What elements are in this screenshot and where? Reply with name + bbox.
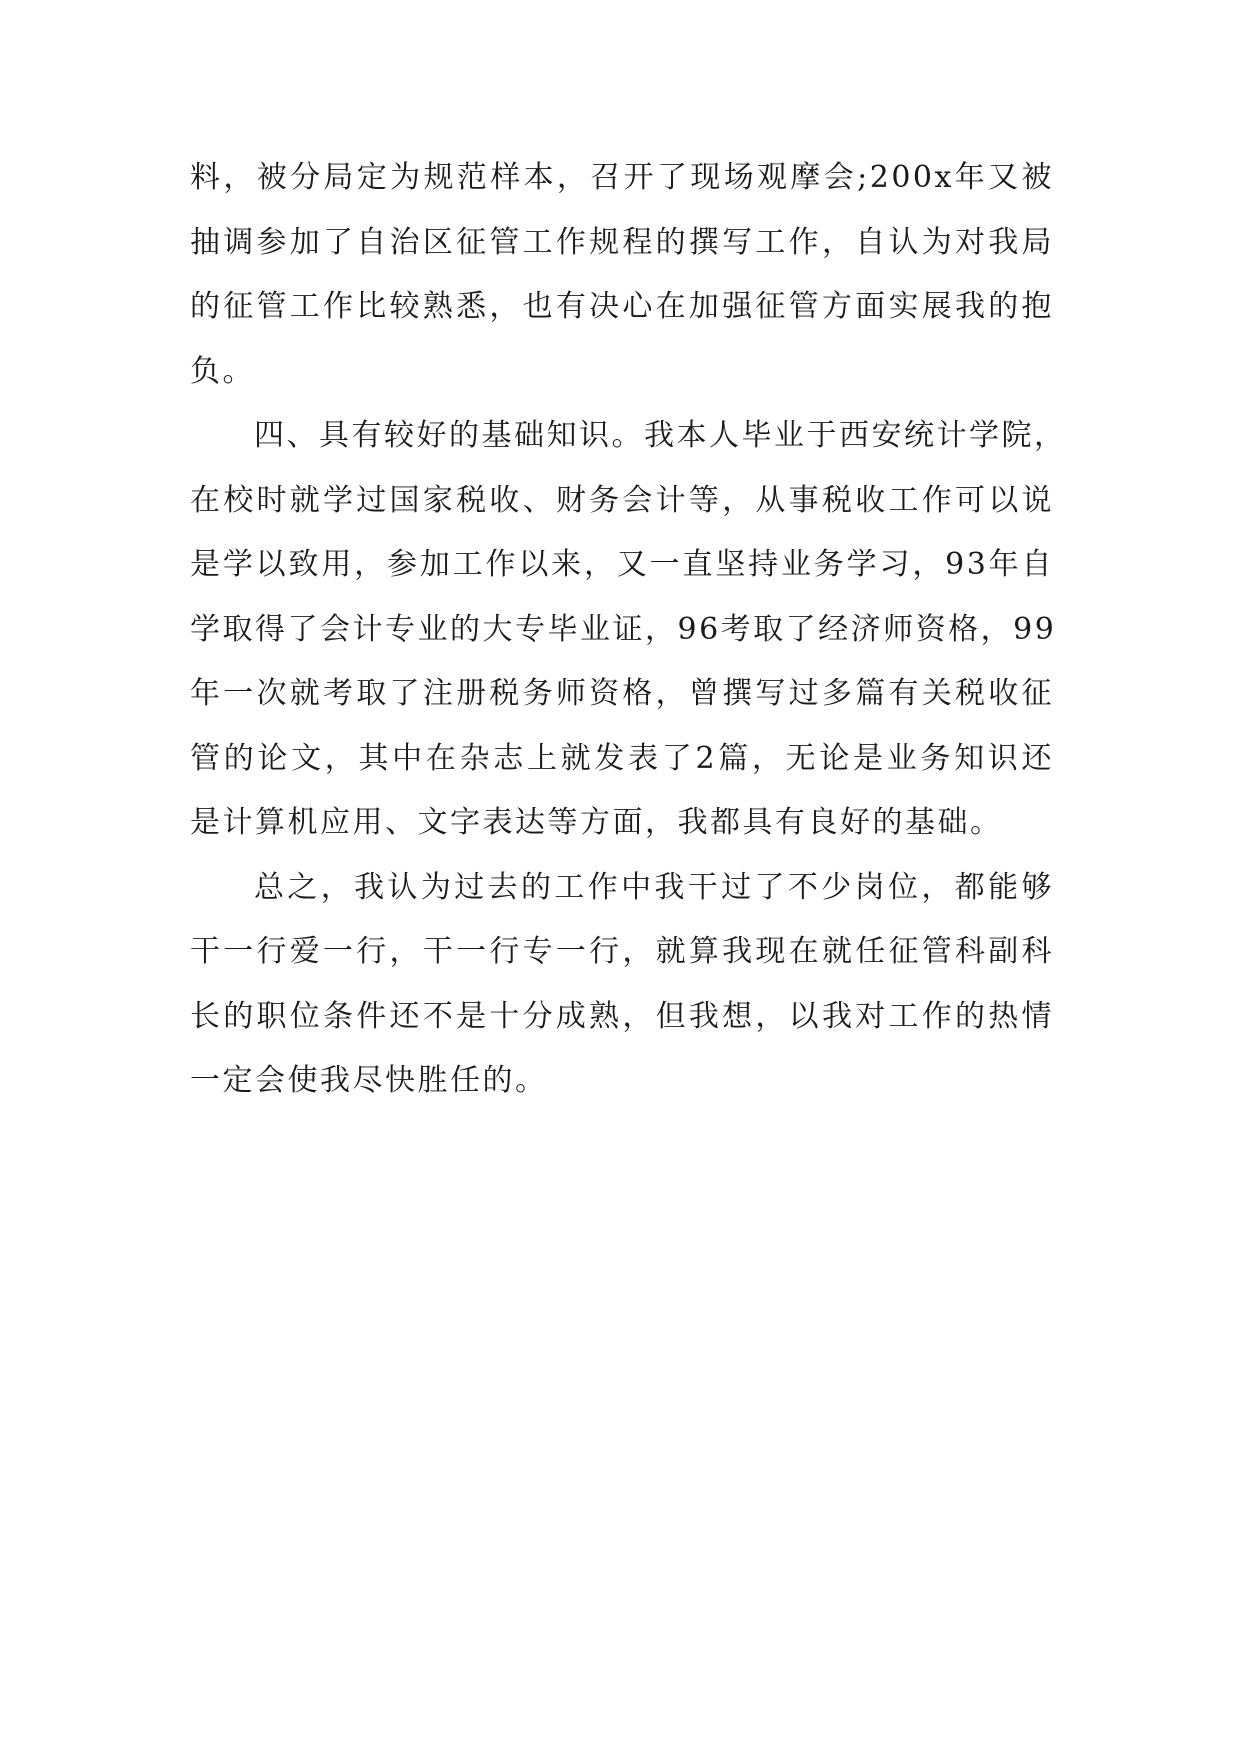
document-body xyxy=(190,160,1067,1128)
paragraph-line: 四、具有较好的基础知识。我本人毕业于西安统计学院， xyxy=(254,418,1067,453)
paragraph-line: 年一次就考取了注册税务师资格，曾撰写过多篇有关税收征 xyxy=(190,676,1054,711)
paragraph-line: 学取得了会计专业的大专毕业证，96考取了经济师资格，99 xyxy=(190,611,1057,647)
paragraph-line: 一定会使我尽快胜任的。 xyxy=(190,1063,548,1098)
paragraph-line: 在校时就学过国家税收、财务会计等，从事税收工作可以说 xyxy=(190,482,1054,518)
paragraph-line: 料，被分局定为规范样本，召开了现场观摩会;200x年又被 xyxy=(190,160,1054,195)
paragraph-line: 总之，我认为过去的工作中我干过了不少岗位，都能够 xyxy=(254,869,1054,905)
paragraph-line: 是计算机应用、文字表达等方面，我都具有良好的基础。 xyxy=(190,805,1003,840)
paragraph-line: 是学以致用，参加工作以来，又一直坚持业务学习，93年自 xyxy=(190,547,1054,582)
paragraph-line: 干一行爱一行，干一行专一行，就算我现在就任征管科副科 xyxy=(190,934,1054,969)
paragraph-line: 长的职位条件还不是十分成熟，但我想，以我对工作的热情 xyxy=(190,998,1054,1034)
paragraph-line: 负。 xyxy=(190,353,255,389)
paragraph-line: 抽调参加了自治区征管工作规程的撰写工作，自认为对我局 xyxy=(190,224,1054,260)
paragraph-1 xyxy=(190,160,1054,390)
paragraph-line: 的征管工作比较熟悉，也有决心在加强征管方面实展我的抱 xyxy=(190,289,1054,324)
paragraph-line: 管的论文，其中在杂志上就发表了2篇，无论是业务知识还 xyxy=(190,740,1054,776)
paragraph-3 xyxy=(190,870,1054,1100)
paragraph-2 xyxy=(190,418,1067,841)
